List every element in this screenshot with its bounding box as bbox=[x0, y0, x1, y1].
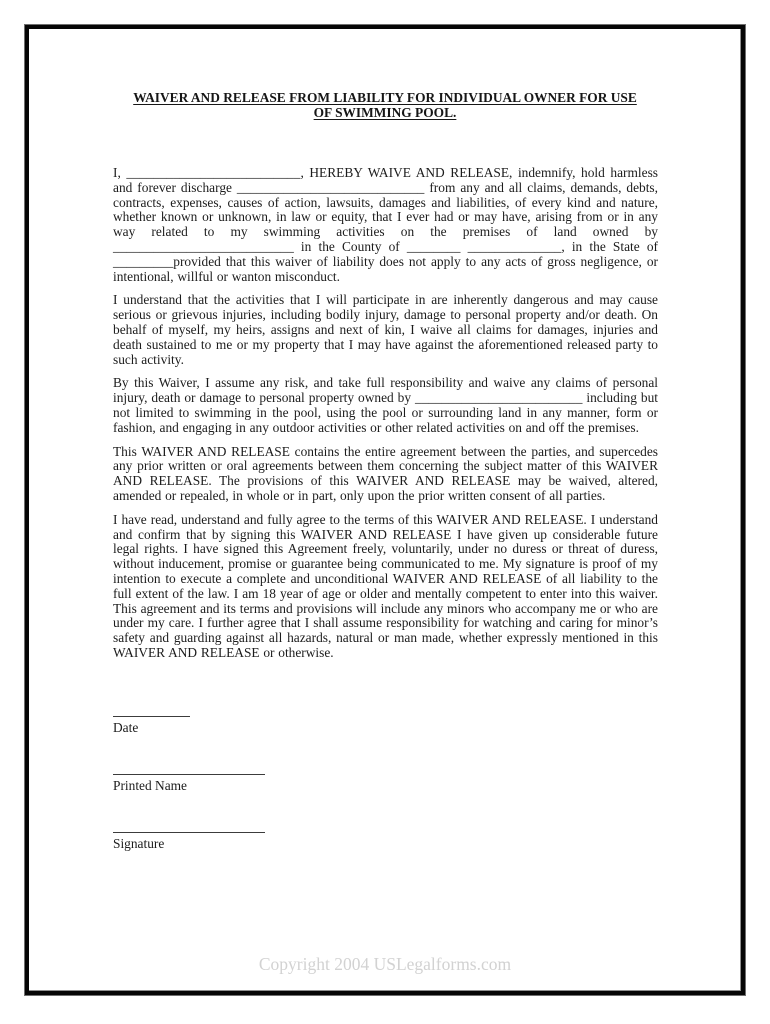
document-body bbox=[113, 166, 658, 670]
date-label: Date bbox=[113, 720, 139, 735]
document-page bbox=[25, 25, 745, 995]
document-title-text: WAIVER AND RELEASE FROM LIABILITY FOR INDIVIDUAL OWNER FOR USE OF SWIMMING POOL. bbox=[133, 90, 637, 121]
document-title bbox=[29, 90, 741, 120]
signature-label: Signature bbox=[113, 836, 165, 851]
paragraph-assume-risk: By this Waiver, I assume any risk, and take full responsibility and waive any claims of personal injury, death or damage to personal property owned by _________________________ including but not limited to swimming in the pool, using the pool or surrounding land in any manner, form or fashion, and engaging in any outdoor activities or other related activities on and off the premises. bbox=[113, 375, 658, 435]
paragraph-waive-and-release: I, __________________________, HEREBY WAIVE AND RELEASE, indemnify, hold harmless and forever discharge ____________________________ from any and all claims, demands, debts, contracts, expenses, causes of action, lawsuits, damages and liabilities, of every kind and nature, whether known or unknown, in law or equity, that I ever had or may have, arising from or in any way related to my swimming activities on the premises of land owned by ___________________________ in the County of ________ ______________, in the State of _________provided that this waiver of liability does not apply to any acts of gross negligence, or intentional, willful or wanton misconduct. bbox=[113, 165, 658, 284]
signature-field bbox=[113, 832, 265, 851]
date-field bbox=[113, 716, 190, 735]
paragraph-read-and-agree: I have read, understand and fully agree to the terms of this WAIVER AND RELEASE. I understand and confirm that by signing this WAIVER AND RELEASE I have given up considerable future legal rights. I have signed this Agreement freely, voluntarily, under no duress or threat of duress, without inducement, promise or guarantee being communicated to me. My signature is proof of my intention to execute a complete and unconditional WAIVER AND RELEASE of all liability to the full extent of the law. I am 18 year of age or older and mentally competent to enter into this waiver. This agreement and its terms and provisions will include any minors who accompany me or who are under my care. I further agree that I shall assume responsibility for watching and caring for minor’s safety and guarding against all hazards, natural or man made, whether expressly mentioned in this WAIVER AND RELEASE or otherwise. bbox=[113, 511, 658, 660]
printed-name-line bbox=[113, 774, 265, 775]
printed-name-field bbox=[113, 774, 265, 793]
date-signature-line bbox=[113, 716, 190, 717]
paragraph-inherently-dangerous: I understand that the activities that I will participate in are inherently dangerous and may cause serious or grievous injuries, including bodily injury, damage to personal property and/or death. On behalf of myself, my heirs, assigns and next of kin, I waive all claims for damages, injuries and death sustained to me or my property that I may have against the aforementioned released party to such activity. bbox=[113, 292, 658, 367]
paragraph-entire-agreement: This WAIVER AND RELEASE contains the entire agreement between the parties, and supercedes any prior written or oral agreements between them concerning the subject matter of this WAIVER AND RELEASE. The provisions of this WAIVER AND RELEASE may be waived, altered, amended or repealed, in whole or in part, only upon the prior written consent of all parties. bbox=[113, 443, 658, 503]
printed-name-label: Printed Name bbox=[113, 778, 188, 793]
copyright-footer: Copyright 2004 USLegalforms.com bbox=[258, 954, 512, 974]
signature-line bbox=[113, 832, 265, 833]
